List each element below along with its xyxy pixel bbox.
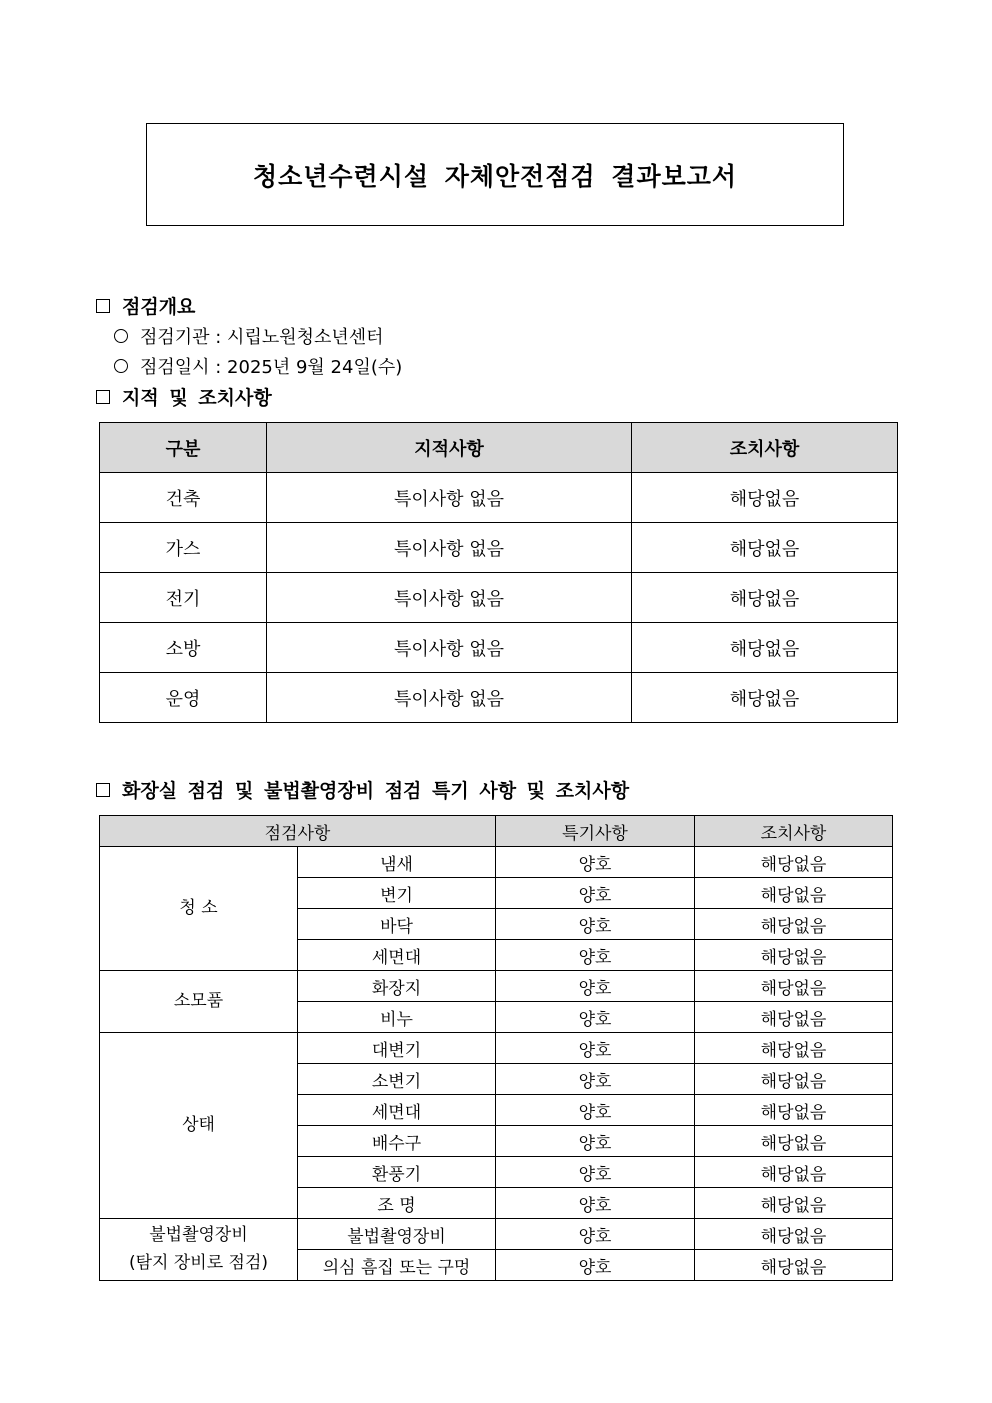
cell-findings: 특이사항 없음 <box>267 623 632 673</box>
header-inspection-item: 점검사항 <box>100 816 496 847</box>
header-actions: 조치사항 <box>695 816 893 847</box>
section-restroom-title: 화장실 점검 및 불법촬영장비 점검 특기 사항 및 조치사항 <box>122 780 630 802</box>
cell-actions: 해당없음 <box>695 1188 893 1219</box>
circle-bullet-icon <box>114 329 128 343</box>
cell-actions: 해당없음 <box>632 523 898 573</box>
cell-actions: 해당없음 <box>695 1002 893 1033</box>
cell-item: 조 명 <box>298 1188 496 1219</box>
cell-actions: 해당없음 <box>695 971 893 1002</box>
cell-group-category: 소모품 <box>100 971 298 1033</box>
findings-table <box>99 422 898 723</box>
cell-item: 환풍기 <box>298 1157 496 1188</box>
overview-item-text: 점검일시 : 2025년 9월 24일(수) <box>140 357 403 378</box>
table-header-row <box>100 816 893 847</box>
cell-actions: 해당없음 <box>632 623 898 673</box>
section-restroom-heading <box>96 776 629 803</box>
table-row <box>100 623 898 673</box>
cell-item: 불법촬영장비 <box>298 1219 496 1250</box>
cell-group-category: 상태 <box>100 1033 298 1219</box>
overview-item-agency <box>114 323 384 349</box>
cell-notes: 양호 <box>496 1002 695 1033</box>
cell-notes: 양호 <box>496 1126 695 1157</box>
cell-actions: 해당없음 <box>695 1064 893 1095</box>
header-notes: 특기사항 <box>496 816 695 847</box>
cell-notes: 양호 <box>496 1250 695 1281</box>
cell-item: 소변기 <box>298 1064 496 1095</box>
cell-item: 변기 <box>298 878 496 909</box>
square-bullet-icon <box>96 390 110 404</box>
header-category: 구분 <box>100 423 267 473</box>
cell-actions: 해당없음 <box>695 909 893 940</box>
cell-item: 바닥 <box>298 909 496 940</box>
cell-item: 냄새 <box>298 847 496 878</box>
section-findings-heading <box>96 383 272 410</box>
restroom-inspection-table <box>99 815 893 1281</box>
cell-category: 전기 <box>100 573 267 623</box>
cell-notes: 양호 <box>496 1219 695 1250</box>
cell-category: 가스 <box>100 523 267 573</box>
cell-notes: 양호 <box>496 971 695 1002</box>
circle-bullet-icon <box>114 359 128 373</box>
section-findings-title: 지적 및 조치사항 <box>122 387 272 409</box>
cell-notes: 양호 <box>496 1188 695 1219</box>
cell-item: 의심 흠집 또는 구멍 <box>298 1250 496 1281</box>
cell-actions: 해당없음 <box>695 1095 893 1126</box>
cell-actions: 해당없음 <box>695 878 893 909</box>
table-row <box>100 847 893 878</box>
table-row <box>100 523 898 573</box>
cell-notes: 양호 <box>496 878 695 909</box>
title-box <box>146 123 844 226</box>
overview-item-text: 점검기관 : 시립노원청소년센터 <box>140 327 384 348</box>
cell-actions: 해당없음 <box>695 1126 893 1157</box>
cell-group-category: 청 소 <box>100 847 298 971</box>
cell-actions: 해당없음 <box>632 573 898 623</box>
cell-category: 건축 <box>100 473 267 523</box>
cell-item: 세면대 <box>298 1095 496 1126</box>
cell-actions: 해당없음 <box>695 1250 893 1281</box>
cell-notes: 양호 <box>496 1095 695 1126</box>
page-title: 청소년수련시설 자체안전점검 결과보고서 <box>252 161 738 191</box>
cell-notes: 양호 <box>496 909 695 940</box>
cell-notes: 양호 <box>496 940 695 971</box>
square-bullet-icon <box>96 783 110 797</box>
section-overview-heading <box>96 292 195 319</box>
header-findings: 지적사항 <box>267 423 632 473</box>
table-row <box>100 971 893 1002</box>
cell-findings: 특이사항 없음 <box>267 473 632 523</box>
table-row <box>100 573 898 623</box>
cell-notes: 양호 <box>496 1157 695 1188</box>
cell-actions: 해당없음 <box>632 473 898 523</box>
cell-item: 대변기 <box>298 1033 496 1064</box>
cell-category: 소방 <box>100 623 267 673</box>
cell-item: 화장지 <box>298 971 496 1002</box>
cell-item: 세면대 <box>298 940 496 971</box>
table-row <box>100 1033 893 1064</box>
cell-findings: 특이사항 없음 <box>267 673 632 723</box>
section-overview-title: 점검개요 <box>122 296 196 318</box>
overview-item-date <box>114 353 402 379</box>
cell-actions: 해당없음 <box>632 673 898 723</box>
cell-notes: 양호 <box>496 1064 695 1095</box>
cell-actions: 해당없음 <box>695 1033 893 1064</box>
table-header-row <box>100 423 898 473</box>
cell-findings: 특이사항 없음 <box>267 523 632 573</box>
cell-actions: 해당없음 <box>695 847 893 878</box>
cell-item: 비누 <box>298 1002 496 1033</box>
header-actions: 조치사항 <box>632 423 898 473</box>
cell-actions: 해당없음 <box>695 1157 893 1188</box>
cell-actions: 해당없음 <box>695 940 893 971</box>
cell-notes: 양호 <box>496 847 695 878</box>
square-bullet-icon <box>96 299 110 313</box>
table-row <box>100 1219 893 1250</box>
cell-actions: 해당없음 <box>695 1219 893 1250</box>
table-row <box>100 473 898 523</box>
cell-group-category: 불법촬영장비 (탐지 장비로 점검) <box>100 1219 298 1281</box>
cell-category: 운영 <box>100 673 267 723</box>
table-row <box>100 673 898 723</box>
cell-findings: 특이사항 없음 <box>267 573 632 623</box>
cell-item: 배수구 <box>298 1126 496 1157</box>
cell-notes: 양호 <box>496 1033 695 1064</box>
